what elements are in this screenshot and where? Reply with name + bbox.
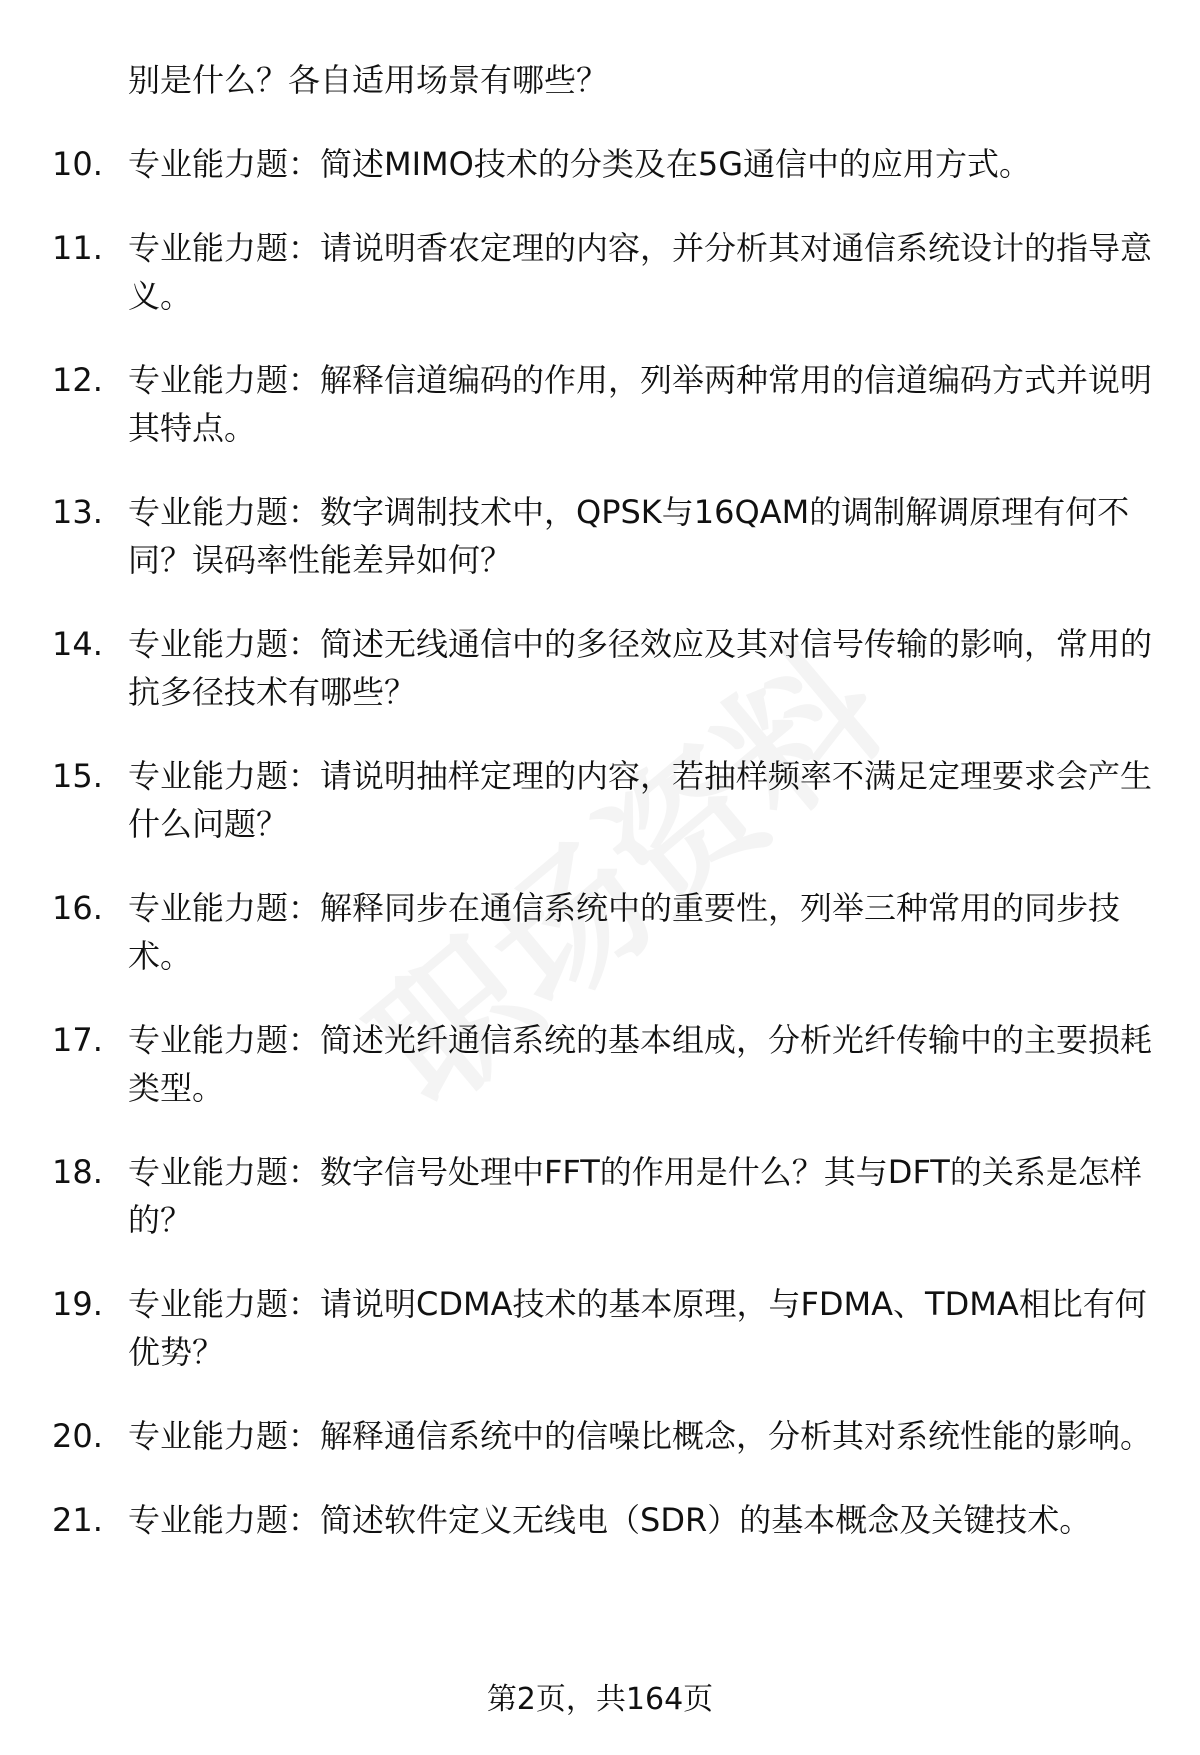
question-list <box>0 56 1200 1580</box>
list-item <box>52 1016 1152 1112</box>
item-text: 专业能力题：简述光纤通信系统的基本组成，分析光纤传输中的主要损耗类型。 <box>128 1021 1153 1107</box>
item-number: 21. <box>52 1501 103 1539</box>
list-item <box>52 884 1152 980</box>
item-text: 专业能力题：请说明香农定理的内容，并分析其对通信系统设计的指导意义。 <box>128 229 1153 315</box>
item-number: 15. <box>52 757 103 795</box>
item-number: 13. <box>52 493 103 531</box>
list-item <box>52 1148 1152 1244</box>
list-item <box>52 488 1152 584</box>
item-text: 专业能力题：解释信道编码的作用，列举两种常用的信道编码方式并说明其特点。 <box>128 361 1153 447</box>
page-number-footer: 第2页，共164页 <box>486 1682 714 1717</box>
item-number: 18. <box>52 1153 103 1191</box>
continuation-text: 别是什么？各自适用场景有哪些？ <box>128 61 609 99</box>
item-text: 专业能力题：简述MIMO技术的分类及在5G通信中的应用方式。 <box>128 145 1032 183</box>
list-item <box>52 1496 1152 1544</box>
item-text: 专业能力题：解释同步在通信系统中的重要性，列举三种常用的同步技术。 <box>128 889 1121 975</box>
item-number: 17. <box>52 1021 103 1059</box>
item-text: 专业能力题：请说明抽样定理的内容，若抽样频率不满足定理要求会产生什么问题？ <box>128 757 1153 843</box>
list-item <box>52 620 1152 716</box>
item-number: 10. <box>52 145 103 183</box>
item-number: 14. <box>52 625 103 663</box>
list-item <box>52 1280 1152 1376</box>
item-text: 专业能力题：数字调制技术中，QPSK与16QAM的调制解调原理有何不同？误码率性能差异如何？ <box>128 493 1130 579</box>
item-number: 19. <box>52 1285 103 1323</box>
list-item <box>52 1412 1152 1460</box>
list-item <box>52 140 1152 188</box>
list-item <box>52 752 1152 848</box>
item-number: 12. <box>52 361 103 399</box>
list-item <box>52 356 1152 452</box>
list-item <box>52 224 1152 320</box>
item-number: 16. <box>52 889 103 927</box>
item-number: 20. <box>52 1417 103 1455</box>
item-text: 专业能力题：简述无线通信中的多径效应及其对信号传输的影响，常用的抗多径技术有哪些？ <box>128 625 1153 711</box>
item-text: 专业能力题：简述软件定义无线电（SDR）的基本概念及关键技术。 <box>128 1501 1092 1539</box>
item-text: 专业能力题：解释通信系统中的信噪比概念，分析其对系统性能的影响。 <box>128 1417 1153 1455</box>
item-text: 专业能力题：数字信号处理中FFT的作用是什么？其与DFT的关系是怎样的？ <box>128 1153 1142 1239</box>
item-text: 专业能力题：请说明CDMA技术的基本原理，与FDMA、TDMA相比有何优势？ <box>128 1285 1147 1371</box>
item-number: 11. <box>52 229 103 267</box>
